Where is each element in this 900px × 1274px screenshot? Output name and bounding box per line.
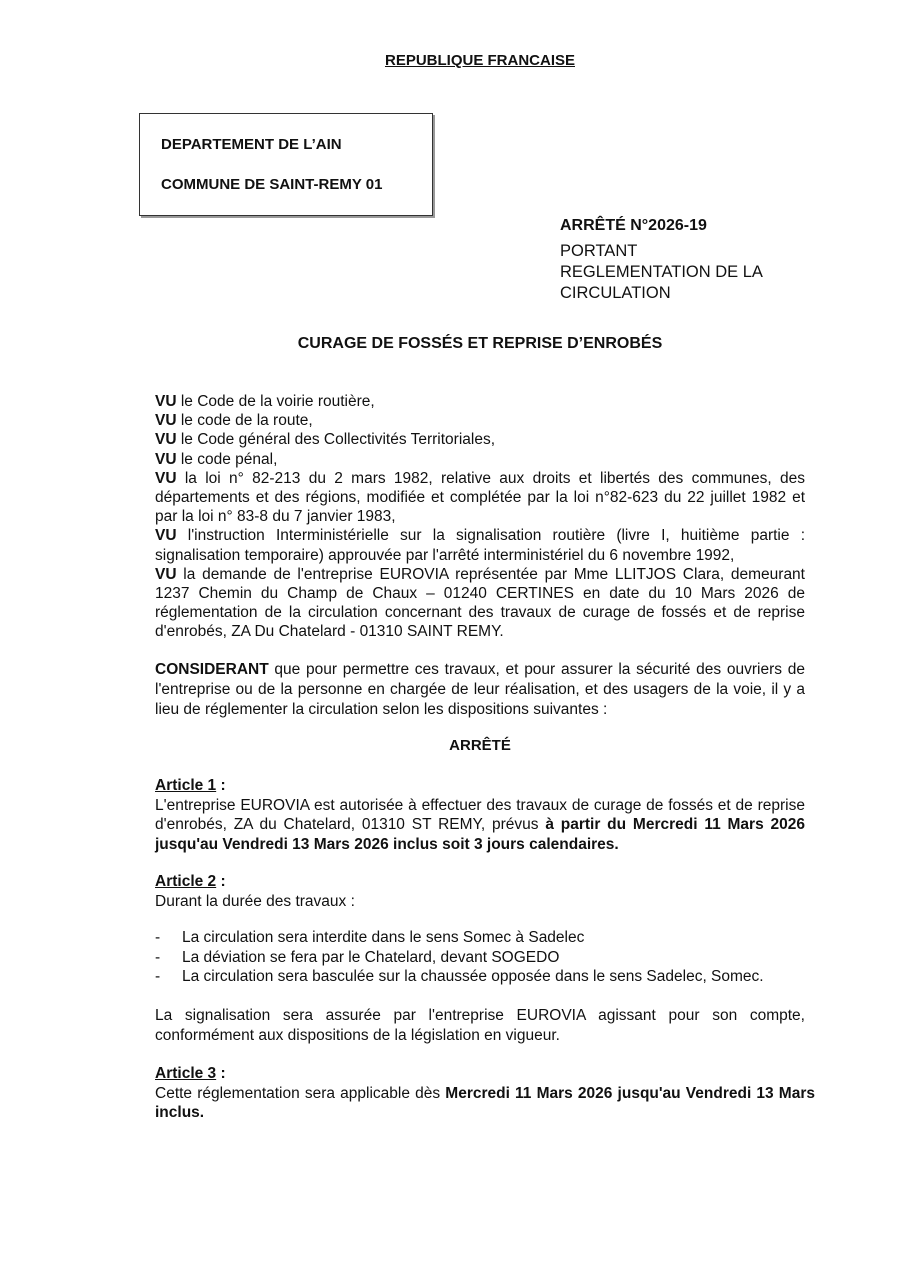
arrete-subject <box>560 241 763 304</box>
article-1-text <box>155 796 805 855</box>
list-item <box>155 948 815 968</box>
arrete-subject-line: CIRCULATION <box>560 284 671 302</box>
arrete-subject-line: REGLEMENTATION DE LA <box>560 263 763 281</box>
vu-keyword: VU <box>155 393 177 410</box>
article-2-title: Article 2 <box>155 873 217 890</box>
considerant-keyword: CONSIDERANT <box>155 661 269 678</box>
list-item <box>155 967 815 987</box>
arrete-subject-line: PORTANT <box>560 242 638 260</box>
vu-item <box>155 450 805 469</box>
vu-text: la loi n° 82-213 du 2 mars 1982, relative aux droits et libertés des communes, des départements et des régions, modifiée et complétée par la loi n°82-623 du 22 juillet 1982 et par la loi n° 83-8 du 7 janvier 1983, <box>155 469 805 526</box>
list-item-text: La circulation sera interdite dans le sens Somec à Sadelec <box>182 929 585 946</box>
department-box <box>139 113 433 216</box>
vu-text: le code pénal, <box>176 450 278 468</box>
list-item-text: La circulation sera basculée sur la chaussée opposée dans le sens Sadelec, Somec. <box>182 968 764 985</box>
vu-keyword: VU <box>155 565 177 583</box>
article-2 <box>155 872 805 911</box>
dash-bullet: - <box>155 929 161 946</box>
vu-keyword: VU <box>155 431 177 449</box>
article-3-title: Article 3 <box>155 1065 217 1082</box>
department-name: DEPARTEMENT DE L’AIN <box>161 136 342 153</box>
vu-list <box>155 392 805 642</box>
vu-item <box>155 430 805 449</box>
article-3-body: Cette réglementation sera applicable dès <box>155 1084 446 1102</box>
commune-name: COMMUNE DE SAINT-REMY 01 <box>161 176 383 193</box>
article-1-dates: à partir du Mercredi 11 Mars 2026 jusqu'au Vendredi 13 Mars 2026 inclus soit 3 jours calendaires. <box>155 816 805 853</box>
dash-bullet: - <box>155 968 161 985</box>
article-3-colon: : <box>216 1065 226 1082</box>
article-3-text <box>155 1084 815 1123</box>
document-title: CURAGE DE FOSSÉS ET REPRISE D’ENROBÉS <box>297 335 663 352</box>
vu-keyword: VU <box>155 450 177 468</box>
vu-text: le Code de la voirie routière, <box>176 393 375 410</box>
list-item-text: La déviation se fera par le Chatelard, devant SOGEDO <box>182 948 560 966</box>
vu-keyword: VU <box>155 469 177 487</box>
vu-item <box>155 411 805 430</box>
vu-item <box>155 469 805 527</box>
dash-bullet: - <box>155 948 161 966</box>
vu-keyword: VU <box>155 412 177 430</box>
article-1-colon: : <box>216 777 226 794</box>
republique-heading: REPUBLIQUE FRANCAISE <box>384 52 575 69</box>
vu-text: la demande de l'entreprise EUROVIA représentée par Mme LLITJOS Clara, demeurant 1237 Chemin du Champ de Chaux – 01240 CERTINES en date du 10 Mars 2026 de réglementation de la circulation concernant des travaux de curage de fossés et de reprise d'enrobés, ZA Du Chatelard - 01310 SAINT REMY. <box>155 565 805 641</box>
article-2-intro: Durant la durée des travaux : <box>155 892 355 910</box>
article-1-title: Article 1 <box>155 777 217 794</box>
vu-item <box>155 526 805 564</box>
vu-text: l'instruction Interministérielle sur la signalisation routière (livre I, huitième partie : signalisation temporaire) approuvée par l'arrêté interministériel du 6 novembre 1992, <box>155 527 805 564</box>
signalisation-paragraph: La signalisation sera assurée par l'entreprise EUROVIA agissant pour son compte, conformément aux dispositions de la législation en vigueur. <box>155 1007 805 1044</box>
article-3 <box>155 1064 815 1123</box>
vu-keyword: VU <box>155 527 177 545</box>
article-1-body: L'entreprise EUROVIA est autorisée à effectuer des travaux de curage de fossés et de reprise d'enrobés, ZA du Chatelard, 01310 ST REMY, prévus <box>155 796 805 833</box>
vu-item <box>155 565 805 642</box>
article-2-list <box>155 928 815 987</box>
considerant-paragraph <box>155 660 805 720</box>
article-2-colon: : <box>216 873 226 890</box>
arrete-heading: ARRÊTÉ <box>449 737 511 754</box>
vu-text: le code de la route, <box>176 412 313 430</box>
vu-text: le Code général des Collectivités Territoriales, <box>176 431 496 449</box>
list-item <box>155 928 815 948</box>
arrete-number: ARRÊTÉ N°2026-19 <box>560 217 707 234</box>
article-3-dates: Mercredi 11 Mars 2026 jusqu'au Vendredi 13 Mars inclus. <box>155 1084 815 1121</box>
vu-item <box>155 392 805 411</box>
article-1 <box>155 776 805 854</box>
considerant-text: que pour permettre ces travaux, et pour assurer la sécurité des ouvriers de l'entreprise ou de la personne en chargée de leur réalisation, et des usagers de la voie, il y a lieu de réglementer la circulation selon les dispositions suivantes : <box>155 661 805 718</box>
